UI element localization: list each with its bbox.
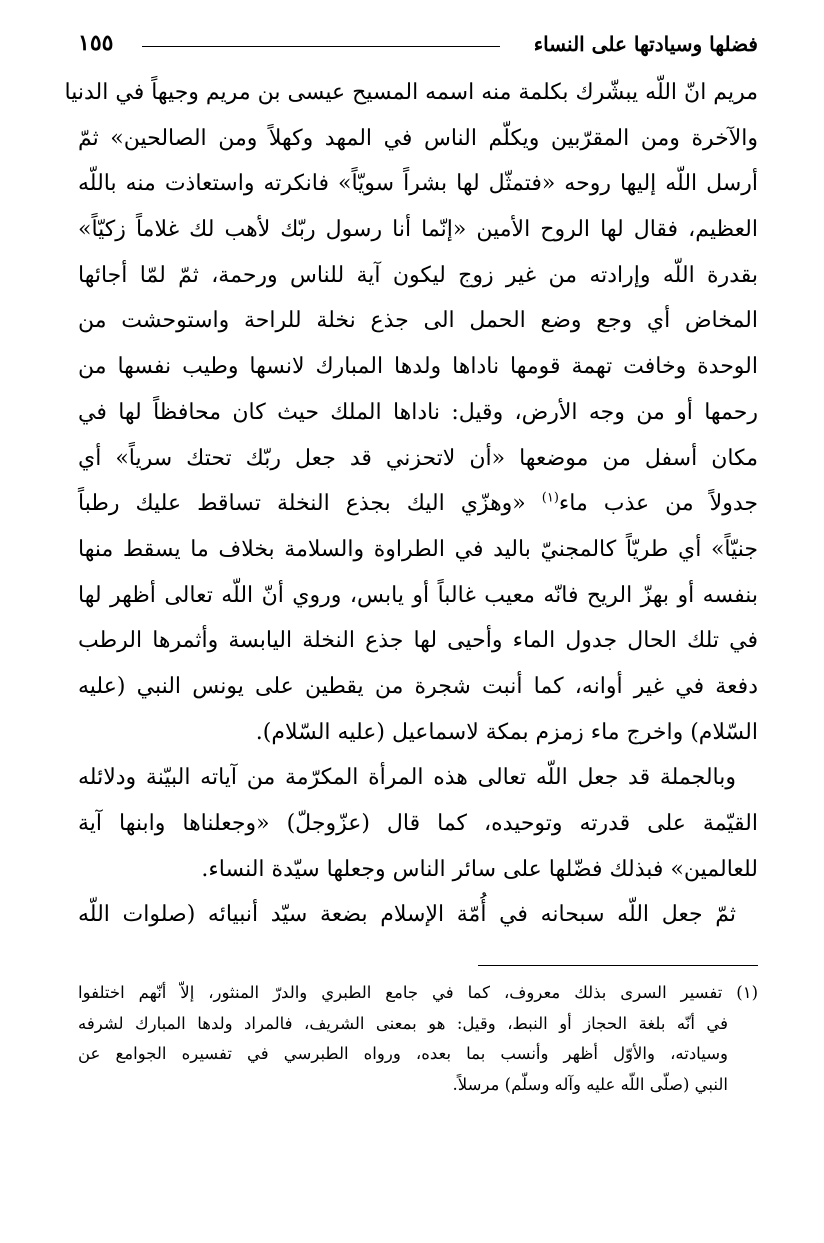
text-line: أرسل اللّه إليها روحه «فتمثّل لها بشراً سويّاً» فانكرته واستعاذت منه باللّه bbox=[78, 171, 758, 197]
text-line: وبالجملة قد جعل اللّه تعالى هذه المرأة المكرّمة من آياته البيّنة ودلائله bbox=[78, 765, 736, 791]
text-line: والآخرة ومن المقرّبين ويكلّم الناس في المهد وكهلاً ومن الصالحين» ثمّ bbox=[78, 125, 758, 151]
text-line: للعالمين» فبذلك فضّلها على سائر الناس وجعلها سيّدة النساء. bbox=[201, 856, 758, 882]
text-line: دفعة في غير أوانه، كما أنبت شجرة من يقطين على يونس النبي (عليه bbox=[78, 673, 758, 699]
text-segment: «وهزّي اليك بجذع النخلة تساقط عليك رطباً bbox=[78, 491, 542, 517]
main-text bbox=[64, 70, 759, 938]
text-line: مكان أسفل من موضعها «أن لاتحزني قد جعل ربّك تحتك سرياً» أي bbox=[78, 445, 758, 471]
page-header bbox=[78, 30, 758, 62]
text-line: بقدرة اللّه وإرادته من غير زوج ليكون آية للناس ورحمة، ثمّ لمّا أجائها bbox=[78, 262, 758, 288]
footnote-reference: (١) bbox=[541, 490, 559, 506]
text-line: السّلام) واخرج ماء زمزم بمكة لاسماعيل (عليه السّلام). bbox=[255, 719, 758, 745]
footnote-line: في أنّه بلغة الحجاز أو النبط، وقيل: هو بمعنى الشريف، فالمراد ولدها المبارك لشرفه bbox=[78, 1013, 728, 1033]
text-line: في تلك الحال جدول الماء وأحيى لها جذع النخلة اليابسة وأثمرها الرطب bbox=[78, 628, 758, 654]
footnote-line: وسيادته، والأوّل أظهر وأنسب بما بعده، ورواه الطبرسي في تفسيره الجوامع عن bbox=[78, 1044, 728, 1063]
text-line: المخاض أي وجع وضع الحمل الى جذع نخلة للراحة واستوحشت من bbox=[78, 308, 758, 334]
text-line: بنفسه أو بهزّ الريح فانّه معيب غالباً أو يابس، وروي أنّ اللّه تعالى أظهر لها bbox=[78, 582, 758, 608]
text-line: العظيم، فقال لها الروح الأمين «إنّما أنا رسول ربّك لأهب لك غلاماً زكيّاً» bbox=[78, 217, 758, 243]
text-line: ثمّ جعل اللّه سبحانه في أُمّة الإسلام بضعة سيّد أنبيائه (صلوات اللّه bbox=[78, 902, 736, 928]
text-segment: جدولاً من عذب ماء bbox=[558, 491, 759, 517]
header-rule bbox=[142, 46, 500, 47]
text-line: القيّمة على قدرته وتوحيده، كما قال (عزّوجلّ) «وجعلناها وابنها آية bbox=[78, 811, 758, 836]
text-line: الوحدة وخافت تهمة قومها ناداها ولدها المبارك لانسها وطيب نفسها من bbox=[78, 354, 758, 380]
text-line: جنيّاً» أي طريّاً كالمجنيّ باليد في الطراوة والسلامة بخلاف ما يسقط منها bbox=[78, 536, 758, 562]
footnotes bbox=[78, 978, 758, 1100]
running-title: فضلها وسيادتها على النساء bbox=[533, 32, 758, 56]
page-number: ١٥٥ bbox=[78, 30, 114, 56]
footnote-line: (١) تفسير السرى بذلك معروف، كما في جامع الطبري والدرّ المنثور، إلاّ أنّهم اختلفوا bbox=[78, 983, 758, 1002]
text-line-with-footnote bbox=[78, 481, 758, 527]
footnote-line: النبي (صلّى اللّه عليه وآله وسلّم) مرسلاً. bbox=[452, 1074, 728, 1094]
text-line: رحمها أو من وجه الأرض، وقيل: ناداها الملك حيث كان محافظاً لها في bbox=[78, 399, 758, 425]
footnote-separator bbox=[478, 965, 758, 966]
text-line: مريم انّ اللّه يبشّرك بكلمة منه اسمه المسيح عيسى بن مريم وجيهاً في الدنيا bbox=[64, 80, 758, 105]
